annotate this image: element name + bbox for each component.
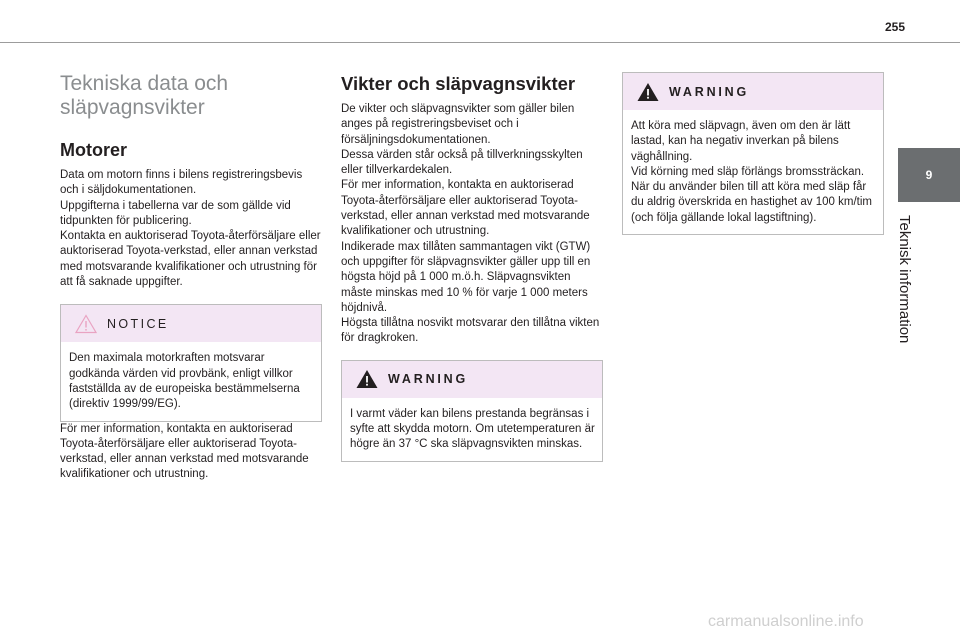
engines-outro: För mer information, kontakta en auktoriserad Toyota-återförsäljare eller auktoriserad Toyota-verkstad, eller annan verkstad med motsvarande kvalifikationer och utrustning. <box>60 422 309 481</box>
watermark: carmanualsonline.info <box>708 613 864 630</box>
warning-text-heat: I varmt väder kan bilens prestanda begränsas i syfte att skydda motorn. Om utetemperaturen är högre än 37 °C ska släpvagnsvikten minskas. <box>350 407 595 451</box>
notice-body <box>61 342 321 420</box>
warning-text-towing: Att köra med släpvagn, även om den är lätt lastad, kan ha negativ inverkan på bilens väghållning. Vid körning med släp förlängs bromssträckan. När du använder bilen till att köra med släp får du aldrig överskrida en hastighet av 100 km/tim (och följa gällande lokal lagstiftning). <box>631 120 872 224</box>
warning-icon <box>637 82 659 102</box>
warning-label-heat: WARNING <box>388 372 469 387</box>
engines-intro: Data om motorn finns i bilens registreringsbevis och i säljdokumentationen. Uppgifterna i tabellerna var de som gällde vid tidpunkten för publicering. Kontakta en auktoriserad Toyota-återförsäljare eller auktoriserad Toyota-verkstad, eller annan verkstad med motsvarande kvalifikationer och utrustning för att få saknade uppgifter. <box>60 169 321 289</box>
column-engines <box>60 72 322 483</box>
chapter-label <box>895 215 929 355</box>
notice-text: Den maximala motorkraften motsvarar godkända värden vid provbänk, enligt villkor fastställda av de europeiska bestämmelserna (direktiv 1999/99/EG). <box>69 352 300 411</box>
weights-heading: Vikter och släpvagnsvikter <box>341 73 576 94</box>
warning-header-towing <box>623 73 883 110</box>
column-weights <box>341 72 603 462</box>
warning-body-towing <box>623 110 883 234</box>
warning-header-heat <box>342 361 602 398</box>
weights-body: De vikter och släpvagnsvikter som gäller bilen anges på registreringsbeviset och i försäljningsdokumentationen. Dessa värden står också på tillverkningsskylten eller tillverkardekalen. För mer information, kontakta en auktoriserad Toyota-återförsäljare eller auktoriserad Toyota-verkstad, eller annan verkstad med motsvarande kvalifikationer och utrustning. Indikerade max tillåten sammantagen vikt (GTW) och uppgifter för släpvagnsvikter gäller upp till en högsta höjd på 1 000 m.ö.h. Släpvagnsvikten måste minskas med 10 % för varje 1 000 meters höjdnivå. Högsta tillåtna nosvikt motsvarar den tillåtna vikten för dragkroken. <box>341 103 600 345</box>
warning-icon <box>356 369 378 389</box>
warning-label-towing: WARNING <box>669 84 750 99</box>
notice-label: NOTICE <box>107 316 169 331</box>
warning-body-heat <box>342 398 602 461</box>
engines-heading: Motorer <box>60 140 127 160</box>
chapter-label-text: Teknisk information <box>896 215 913 344</box>
warning-box-towing <box>622 72 884 235</box>
chapter-tab[interactable]: 9 <box>898 148 960 202</box>
notice-header <box>61 305 321 342</box>
column-towing-warning <box>622 72 884 235</box>
header-divider <box>0 42 960 43</box>
page-number: 255 <box>885 20 906 34</box>
notice-box <box>60 304 322 421</box>
caution-outline-icon <box>75 314 97 334</box>
section-title: Tekniska data och släpvagnsvikter <box>60 72 229 119</box>
warning-box-heat <box>341 360 603 462</box>
